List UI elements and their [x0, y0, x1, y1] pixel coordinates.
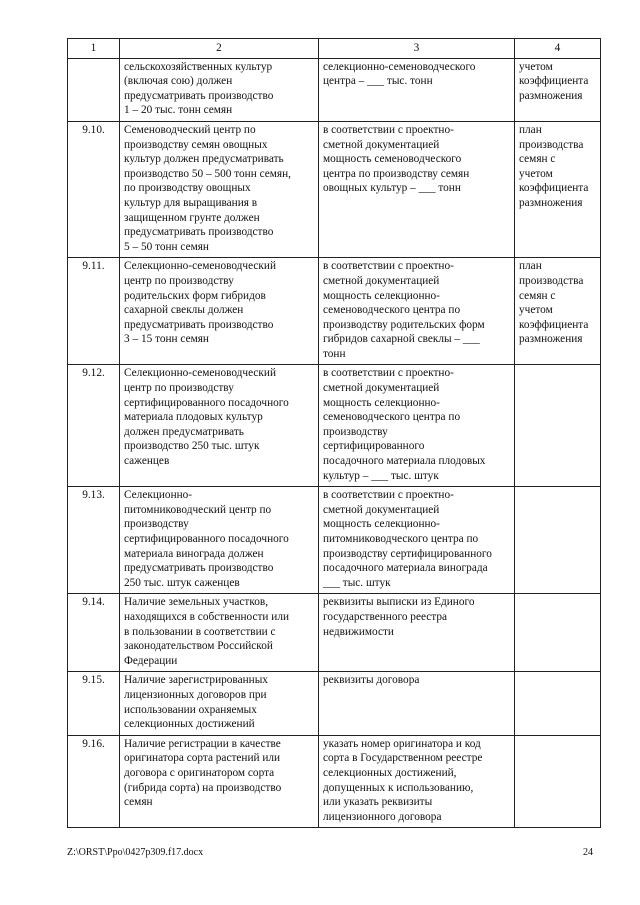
row-number: 9.10.: [68, 121, 120, 257]
confirmation-cell: в соответствии с проектно- сметной документацией мощность селекционно- питомниководческого центра по производству сертифицированного посадочного материала винограда ___ тыс. штук: [319, 487, 515, 594]
column-header-1: 1: [68, 39, 120, 59]
note-cell: [515, 487, 601, 594]
requirements-table: [67, 38, 601, 828]
row-number: 9.12.: [68, 365, 120, 487]
footer-file-path: Z:\ORST\Ppo\0427p309.f17.docx: [67, 847, 204, 858]
confirmation-cell: в соответствии с проектно- сметной документацией мощность семеноводческого центра по производству семян овощных культур – ___ тонн: [319, 121, 515, 257]
confirmation-cell: селекционно-семеноводческого центра – ___ тыс. тонн: [319, 58, 515, 121]
row-number: 9.16.: [68, 735, 120, 828]
page-number: 24: [583, 847, 593, 858]
column-header-3: 3: [319, 39, 515, 59]
note-cell: [515, 594, 601, 672]
note-cell: [515, 735, 601, 828]
confirmation-cell: реквизиты выписки из Единого государственного реестра недвижимости: [319, 594, 515, 672]
note-cell: учетом коэффициента размножения: [515, 58, 601, 121]
confirmation-cell: в соответствии с проектно- сметной документацией мощность селекционно- семеноводческого центра по производству сертифицированного посадочного материала плодовых культур – ___ тыс. штук: [319, 365, 515, 487]
table-row: [68, 594, 601, 672]
table-row: [68, 258, 601, 365]
note-cell: [515, 365, 601, 487]
confirmation-cell: указать номер оригинатора и код сорта в Государственном реестре селекционных достижений, допущенных к использованию, или указать реквизиты лицензионного договора: [319, 735, 515, 828]
note-cell: план производства семян с учетом коэффициента размножения: [515, 121, 601, 257]
row-number: 9.15.: [68, 672, 120, 735]
row-number: 9.14.: [68, 594, 120, 672]
requirement-cell: Селекционно-семеноводческий центр по производству родительских форм гибридов сахарной свеклы должен предусматривать производство 3 – 15 тонн семян: [120, 258, 319, 365]
requirement-cell: Наличие земельных участков, находящихся в собственности или в пользовании в соответствии с законодательством Российской Федерации: [120, 594, 319, 672]
confirmation-cell: реквизиты договора: [319, 672, 515, 735]
column-header-2: 2: [120, 39, 319, 59]
row-number: 9.13.: [68, 487, 120, 594]
requirement-cell: Наличие зарегистрированных лицензионных договоров при использовании охраняемых селекционных достижений: [120, 672, 319, 735]
table-row: [68, 487, 601, 594]
table-row: [68, 672, 601, 735]
requirement-cell: Селекционно- питомниководческий центр по производству сертифицированного посадочного материала винограда должен предусматривать производство 250 тыс. штук саженцев: [120, 487, 319, 594]
requirement-cell: сельскохозяйственных культур (включая сою) должен предусматривать производство 1 – 20 тыс. тонн семян: [120, 58, 319, 121]
table-row: [68, 735, 601, 828]
table-header-row: [68, 39, 601, 59]
row-number: [68, 58, 120, 121]
note-cell: [515, 672, 601, 735]
confirmation-cell: в соответствии с проектно- сметной документацией мощность селекционно- семеноводческого центра по производству родительских форм гибридов сахарной свеклы – ___ тонн: [319, 258, 515, 365]
row-number: 9.11.: [68, 258, 120, 365]
requirement-cell: Наличие регистрации в качестве оригинатора сорта растений или договора с оригинатором сорта (гибрида сорта) на производство семян: [120, 735, 319, 828]
note-cell: план производства семян с учетом коэффициента размножения: [515, 258, 601, 365]
table-row: [68, 365, 601, 487]
table-row: [68, 121, 601, 257]
column-header-4: 4: [515, 39, 601, 59]
requirement-cell: Семеноводческий центр по производству семян овощных культур должен предусматривать производство 50 – 500 тонн семян, по производству овощных культур для выращивания в защищенном грунте должен предусматривать производство 5 – 50 тонн семян: [120, 121, 319, 257]
table-row: [68, 58, 601, 121]
requirement-cell: Селекционно-семеноводческий центр по производству сертифицированного посадочного материала плодовых культур должен предусматривать производство 250 тыс. штук саженцев: [120, 365, 319, 487]
